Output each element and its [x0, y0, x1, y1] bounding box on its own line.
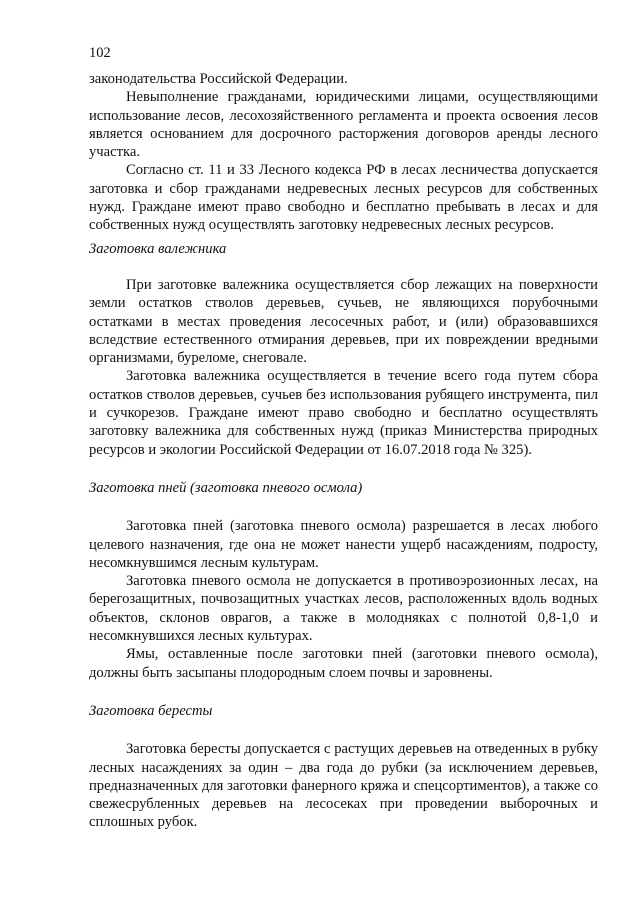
- paragraph-deadwood-rules: Заготовка валежника осуществляется в течение всего года путем сбора остатков стволов деревьев, сучьев без использования рубящего инструмента, пил и сучкорезов. Граждане имеют право свободно и бесплатно осуществлять заготовку валежника для собственных нужд (приказ Министерства природных ресурсов и экологии Российской Федерации от 16.07.2018 года № 325).: [89, 368, 598, 458]
- paragraph-continuation: законодательства Российской Федерации.: [89, 71, 348, 87]
- paragraph-birch-bark-rules: Заготовка бересты допускается с растущих деревьев на отведенных в рубку лесных насаждениях за один – два года до рубки (за исключением деревьев, предназначенных для заготовки фанерного кряжа и спецсортиментов), а также со свежесрубленных деревьев на лесосеках при проведении выборочных и сплошных рубок.: [89, 741, 598, 831]
- paragraph-stumps-pits: Ямы, оставленные после заготовки пней (заготовки пневого осмола), должны быть засыпаны плодородным слоем почвы и заровнены.: [89, 646, 598, 681]
- paragraph-stumps-restrictions: Заготовка пневого осмола не допускается в противоэрозионных лесах, на берегозащитных, почвозащитных участках лесов, расположенных вдоль водных объектов, склонов оврагов, а также в молодняках с полнотой 0,8-1,0 и несомкнувшихся лесных культурах.: [89, 573, 598, 645]
- section-heading-deadwood: Заготовка валежника: [89, 240, 227, 257]
- document-body: [89, 70, 598, 832]
- paragraph-non-timber-resources: Согласно ст. 11 и 33 Лесного кодекса РФ в лесах лесничества допускается заготовка и сбор гражданами недревесных лесных ресурсов для собственных нужд. Граждане имеют право свободно и бесплатно пребывать в лесах и для собственных нужд осуществлять заготовку недревесных лесных ресурсов.: [89, 162, 598, 234]
- section-heading-stumps: Заготовка пней (заготовка пневого осмола): [89, 479, 363, 496]
- paragraph-deadwood-definition: При заготовке валежника осуществляется сбор лежащих на поверхности земли остатков стволов деревьев, сучьев, не являющихся порубочными остатками в местах проведения лесосечных работ, и (или) образовавшихся вследствие естественного отмирания деревьев, при их повреждении вредными организмами, буреломе, снеговале.: [89, 276, 598, 367]
- section-heading-birch-bark: Заготовка бересты: [89, 702, 213, 719]
- spacer: [89, 258, 598, 276]
- spacer: [89, 497, 598, 517]
- spacer: [89, 720, 598, 740]
- paragraph-regulation-violation: Невыполнение гражданами, юридическими лицами, осуществляющими использование лесов, лесохозяйственного регламента и проекта освоения лесов является основанием для досрочного расторжения договоров аренды лесного участка.: [89, 89, 598, 161]
- spacer: [89, 459, 598, 479]
- spacer: [89, 682, 598, 702]
- paragraph-stumps-allowed: Заготовка пней (заготовка пневого осмола) разрешается в лесах любого целевого назначения, где она не может нанести ущерб насаждениям, подросту, несомкнувшимся лесным культурам.: [89, 518, 598, 571]
- page-number: 102: [89, 45, 111, 61]
